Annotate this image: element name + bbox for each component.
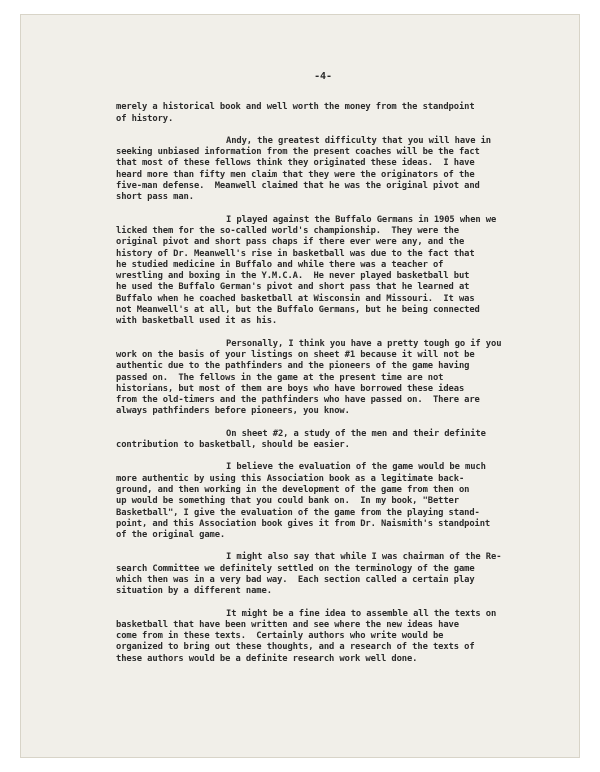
text-line: organized to bring out these thoughts, and a research of the texts of <box>116 642 475 653</box>
text-line: passed on. The fellows in the game at the present time are not <box>116 372 444 383</box>
text-line: which then was in a very bad way. Each section called a certain play <box>116 574 475 585</box>
paragraph <box>116 552 556 597</box>
text-line: heard more than fifty men claim that they were the originators of the <box>116 169 475 180</box>
text-line: I played against the Buffalo Germans in 1905 when we <box>226 214 497 225</box>
page-number: -4- <box>314 71 332 82</box>
paragraph <box>116 215 556 328</box>
text-line: short pass man. <box>116 192 194 203</box>
text-line: licked them for the so-called world's championship. They were the <box>116 225 459 236</box>
text-line: ground, and then working in the development of the game from then on <box>116 484 470 495</box>
text-line: more authentic by using this Association book as a legitimate back- <box>116 473 465 484</box>
text-line: that most of these fellows think they originated these ideas. I have <box>116 158 475 169</box>
text-line: not Meanwell's at all, but the Buffalo Germans, but he being connected <box>116 305 480 316</box>
text-line: search Committee we definitely settled on the terminology of the game <box>116 563 475 574</box>
text-line: with basketball used it as his. <box>116 316 278 327</box>
text-line: he used the Buffalo German's pivot and short pass that he learned at <box>116 282 470 293</box>
text-line: I might also say that while I was chairman of the Re- <box>226 552 502 563</box>
text-line: It might be a fine idea to assemble all the texts on <box>226 608 497 619</box>
text-line: up would be something that you could bank on. In my book, "Better <box>116 496 459 507</box>
text-line: On sheet #2, a study of the men and their definite <box>226 428 486 439</box>
text-line: seeking unbiased information from the present coaches will be the fact <box>116 147 480 158</box>
paragraph-list <box>116 102 556 665</box>
text-line: of the original game. <box>116 530 226 541</box>
paragraph <box>116 136 556 204</box>
text-line: situation by a different name. <box>116 586 272 597</box>
text-line: Personally, I think you have a pretty tough go if you <box>226 338 502 349</box>
text-line: Andy, the greatest difficulty that you will have in <box>226 135 492 146</box>
letter-body <box>116 71 556 676</box>
text-line: contribution to basketball, should be easier. <box>116 440 350 451</box>
paragraph <box>116 609 556 665</box>
letter-page <box>20 14 580 758</box>
paragraph <box>116 429 556 452</box>
text-line: he studied medicine in Buffalo and while there was a teacher of <box>116 259 444 270</box>
text-line: Buffalo when he coached basketball at Wisconsin and Missouri. It was <box>116 293 475 304</box>
text-line: merely a historical book and well worth the money from the standpoint <box>116 102 475 113</box>
paragraph <box>116 339 556 418</box>
text-line: basketball that have been written and see where the new ideas have <box>116 619 459 630</box>
text-line: history of Dr. Meanwell's rise in basketball was due to the fact that <box>116 248 475 259</box>
text-line: work on the basis of your listings on sheet #1 because it will not be <box>116 349 475 360</box>
text-line: I believe the evaluation of the game would be much <box>226 462 486 473</box>
text-line: wrestling and boxing in the Y.M.C.A. He never played basketball but <box>116 271 470 282</box>
text-line: these authors would be a definite research work well done. <box>116 653 418 664</box>
text-line: original pivot and short pass chaps if there ever were any, and the <box>116 237 465 248</box>
text-line: of history. <box>116 113 174 124</box>
text-line: point, and this Association book gives it from Dr. Naismith's standpoint <box>116 518 491 529</box>
text-line: authentic due to the pathfinders and the pioneers of the game having <box>116 361 470 372</box>
text-line: always pathfinders before pioneers, you know. <box>116 406 350 417</box>
text-line: from the old-timers and the pathfinders who have passed on. There are <box>116 395 480 406</box>
text-line: five-man defense. Meanwell claimed that he was the original pivot and <box>116 181 480 192</box>
text-line: Basketball", I give the evaluation of the game from the playing stand- <box>116 507 480 518</box>
text-line: historians, but most of them are boys who have borrowed these ideas <box>116 383 465 394</box>
text-line: come from in these texts. Certainly authors who write would be <box>116 631 444 642</box>
paragraph <box>116 102 556 125</box>
paragraph <box>116 462 556 541</box>
